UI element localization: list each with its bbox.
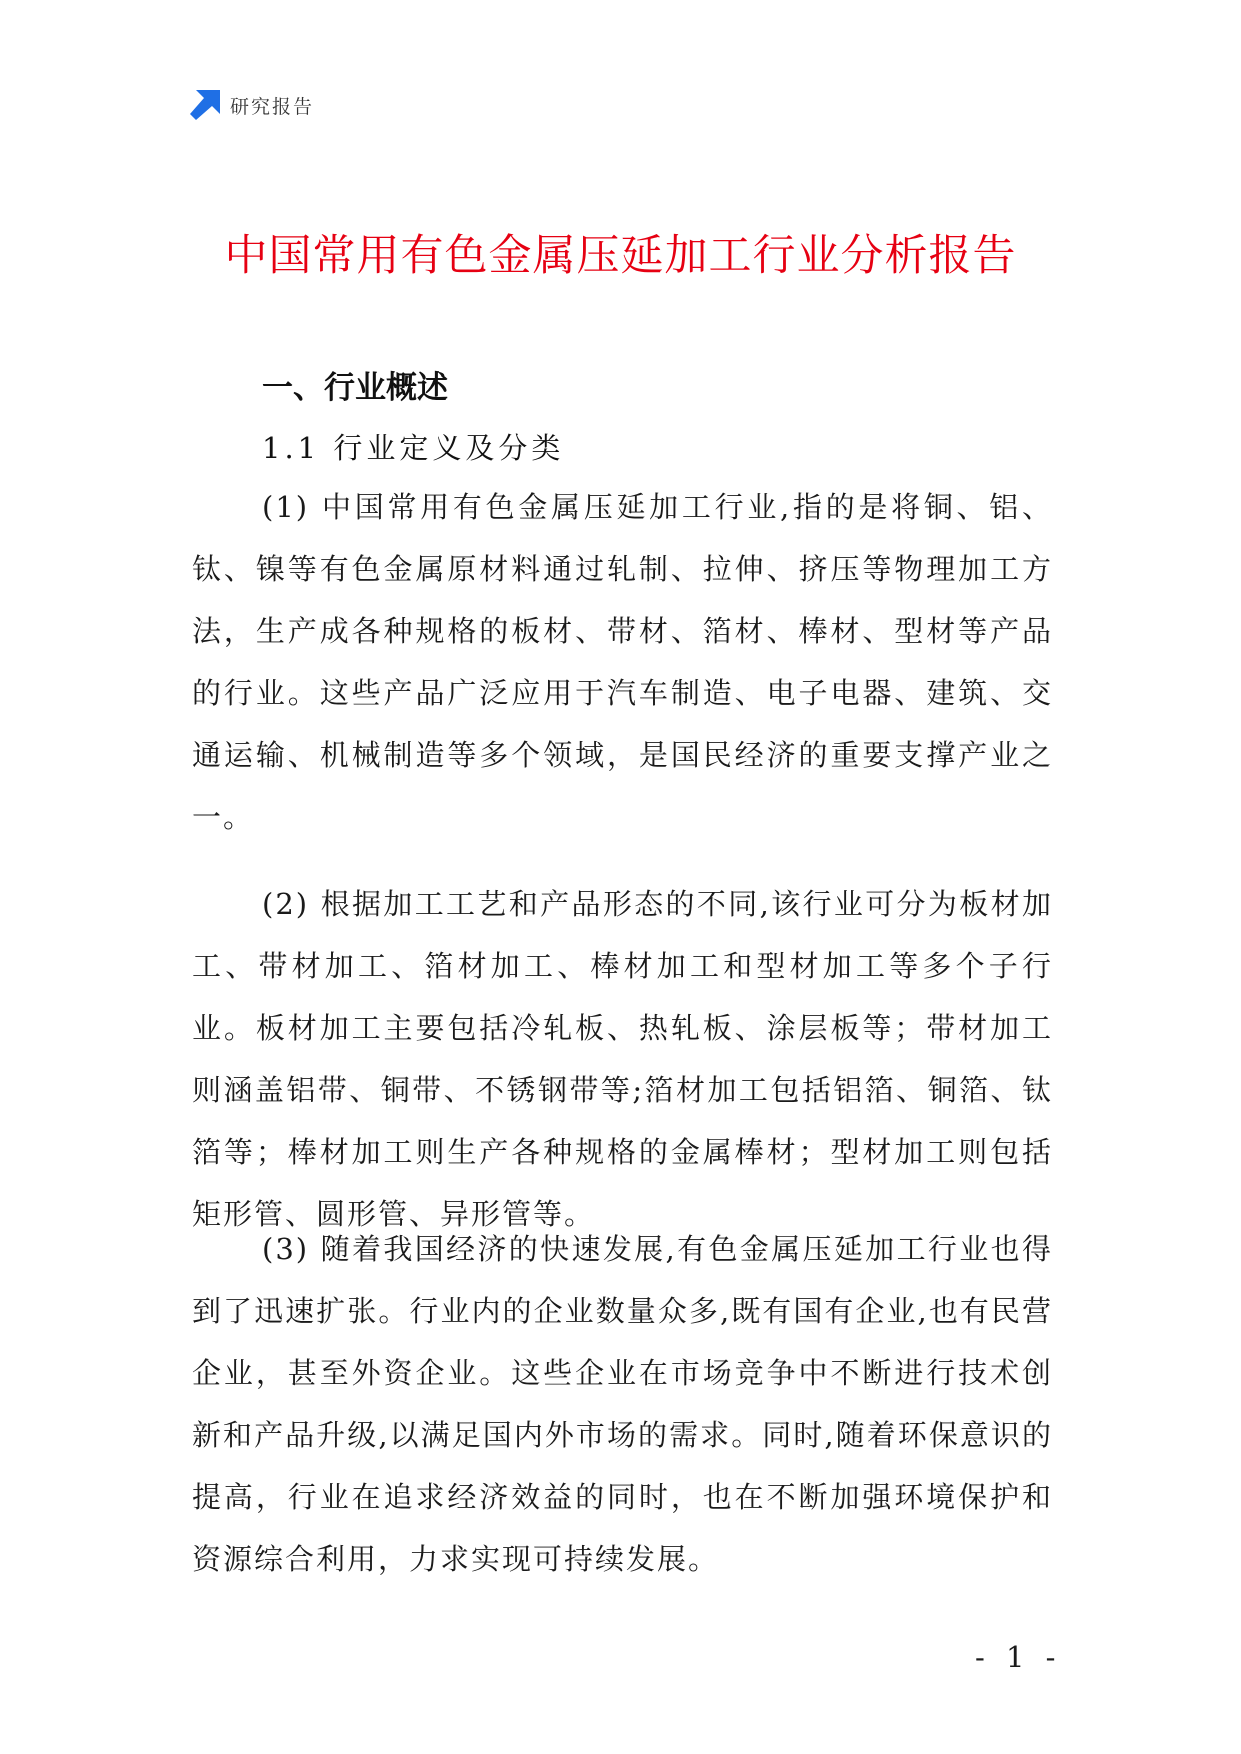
section-heading: 一、行业概述 (262, 370, 448, 406)
report-header (190, 90, 314, 120)
paragraph-3: (3) 随着我国经济的快速发展,有色金属压延加工行业也得到了迅速扩张。行业内的企业数量众多,既有国有企业,也有民营企业，甚至外资企业。这些企业在市场竞争中不断进行技术创新和产品升级,以满足国内外市场的需求。同时,随着环保意识的提高，行业在追求经济效益的同时，也在不断加强环境保护和资源综合利用，力求实现可持续发展。 (192, 1232, 1053, 1576)
page-number: - 1 - (975, 1640, 1062, 1674)
document-title: 中国常用有色金属压延加工行业分析报告 (224, 231, 1017, 281)
header-label: 研究报告 (230, 95, 315, 118)
subsection-heading: 1.1 行业定义及分类 (262, 431, 565, 465)
paragraph-2: (2) 根据加工工艺和产品形态的不同,该行业可分为板材加工、带材加工、箔材加工、棒材加工和型材加工等多个子行业。板材加工主要包括冷轧板、热轧板、涂层板等；带材加工则涵盖铝带、铜带、不锈钢带等;箔材加工包括铝箔、铜箔、钛箔等；棒材加工则生产各种规格的金属棒材；型材加工则包括矩形管、圆形管、异形管等。 (192, 887, 1053, 1231)
paragraph-1: (1) 中国常用有色金属压延加工行业,指的是将铜、铝、钛、镍等有色金属原材料通过轧制、拉伸、挤压等物理加工方法，生产成各种规格的板材、带材、箔材、棒材、型材等产品的行业。这些产品广泛应用于汽车制造、电子电器、建筑、交通运输、机械制造等多个领域，是国民经济的重要支撑产业之一。 (192, 490, 1053, 834)
arrow-up-right-icon (190, 90, 220, 120)
